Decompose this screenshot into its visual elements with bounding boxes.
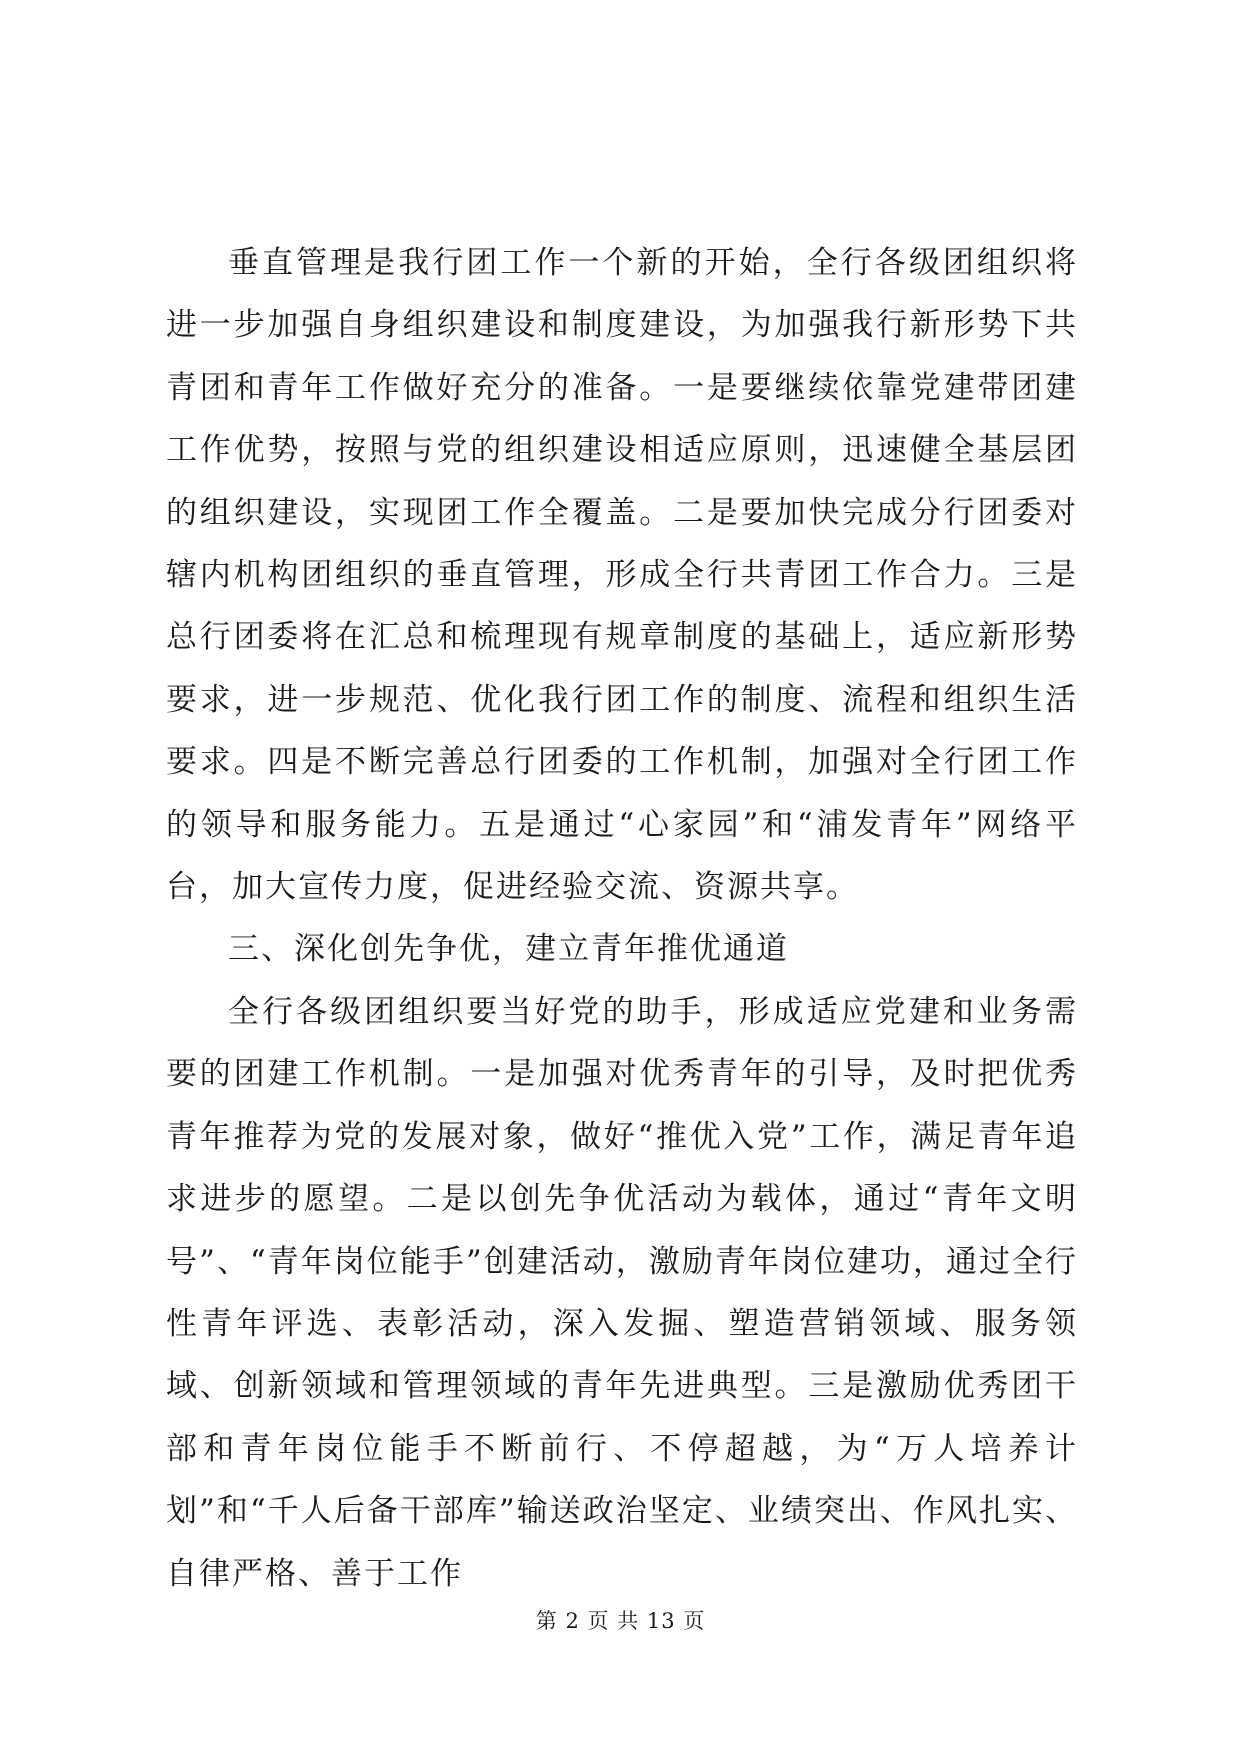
paragraph-vertical-management: 垂直管理是我行团工作一个新的开始，全行各级团组织将进一步加强自身组织建设和制度建设，为加强我行新形势下共青团和青年工作做好充分的准备。一是要继续依靠党建带团建工作优势，按照与党的组织建设相适应原则，迅速健全基层团的组织建设，实现团工作全覆盖。二是要加快完成分行团委对辖内机构团组织的垂直管理，形成全行共青团工作合力。三是总行团委将在汇总和梳理现有规章制度的基础上，适应新形势要求，进一步规范、优化我行团工作的制度、流程和组织生活要求。四是不断完善总行团委的工作机制，加强对全行团工作的领导和服务能力。五是通过“心家园”和“浦发青年”网络平台，加大宣传力度，促进经验交流、资源共享。 [166, 245, 1078, 906]
page-number-footer: 第 2 页 共 13 页 [535, 1609, 706, 1633]
section-heading: 三、深化创先争优，建立青年推优通道 [228, 931, 789, 968]
paragraph-youth-recommendation: 全行各级团组织要当好党的助手，形成适应党建和业务需要的团建工作机制。一是加强对优秀青年的引导，及时把优秀青年推荐为党的发展对象，做好“推优入党”工作，满足青年追求进步的愿望。二是以创先争优活动为载体，通过“青年文明号”、“青年岗位能手”创建活动，激励青年岗位建功，通过全行性青年评选、表彰活动，深入发掘、塑造营销领域、服务领域、创新领域和管理领域的青年先进典型。三是激励优秀团干部和青年岗位能手不断前行、不停超越，为“万人培养计划”和“千人后备干部库”输送政治坚定、业绩突出、作风扎实、自律严格、善于工作 [166, 993, 1078, 1592]
document-body [166, 232, 1078, 1605]
